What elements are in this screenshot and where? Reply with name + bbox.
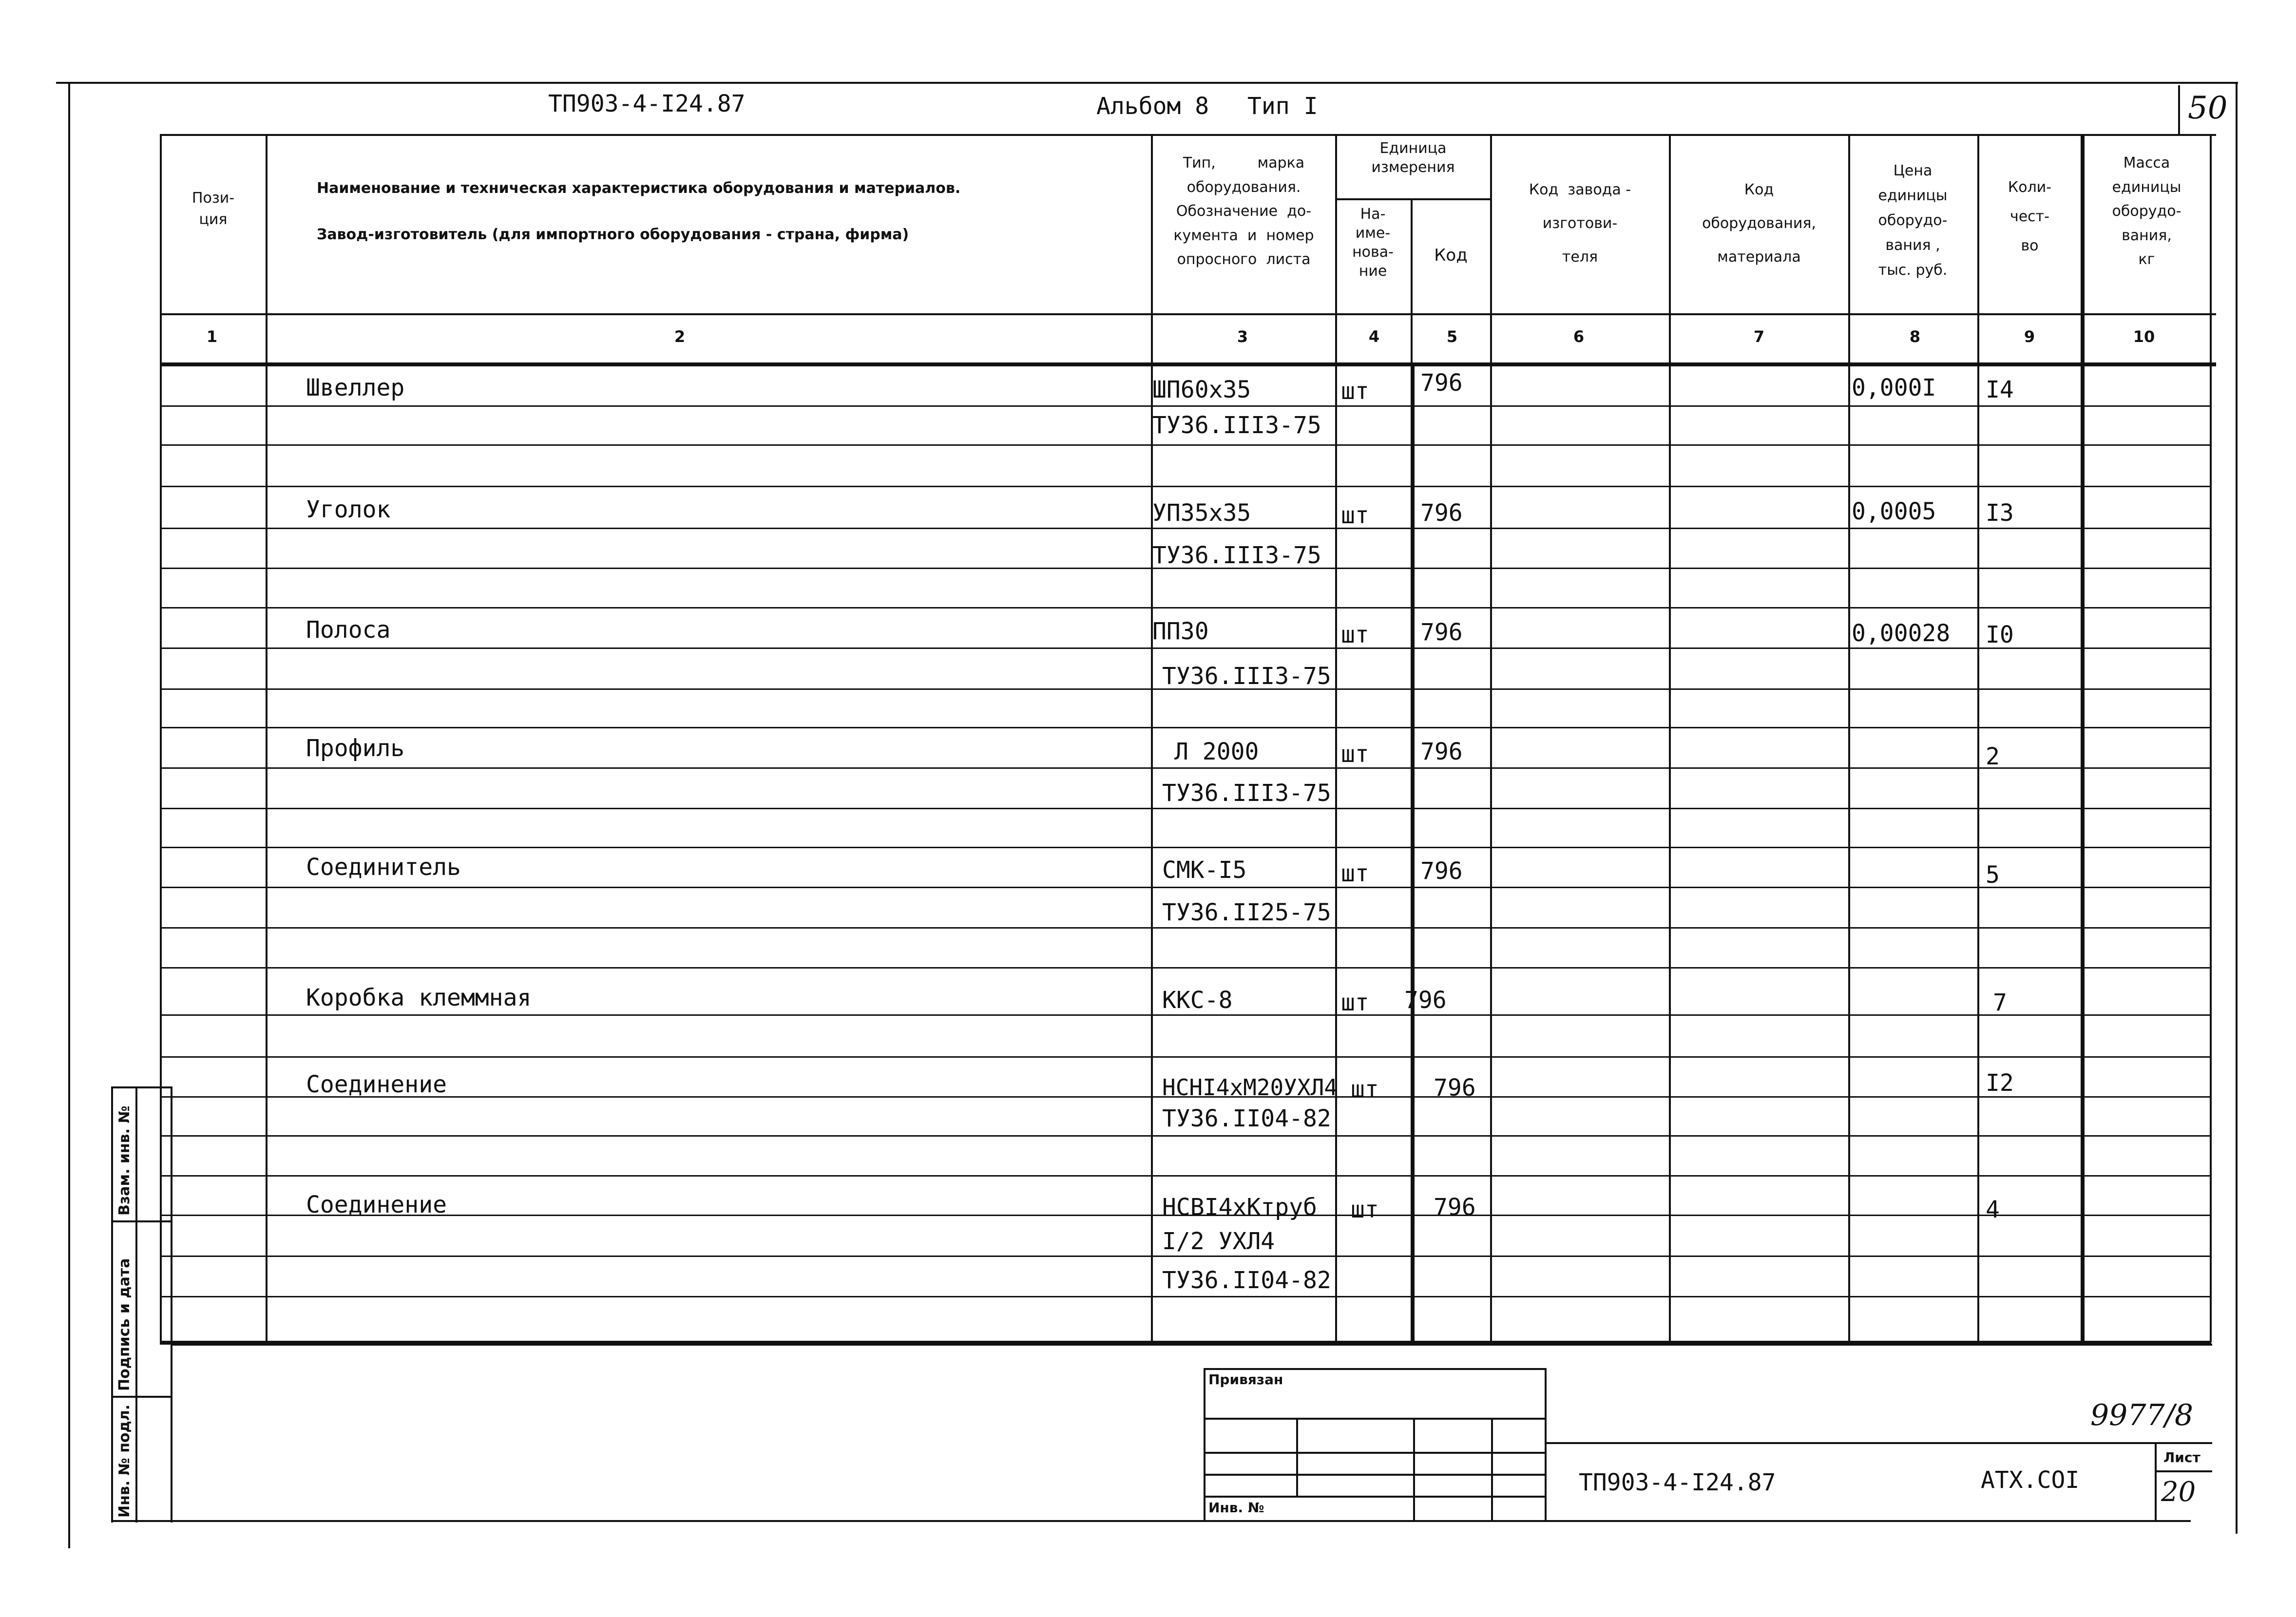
header-doc-code: ТП903-4-I24.87 bbox=[548, 90, 746, 117]
col-line-8 bbox=[1977, 134, 1979, 1342]
col-header-unit-group: Единица измерения bbox=[1371, 140, 1455, 176]
stamp-doc-code: ТП903-4-I24.87 bbox=[1579, 1469, 1776, 1496]
col-header-unit-code: Код bbox=[1434, 246, 1468, 265]
row-line bbox=[160, 1135, 2211, 1137]
col-line-1 bbox=[266, 134, 268, 1342]
table-row-type: НСВI4хКтруб bbox=[1162, 1194, 1317, 1221]
table-row-code: 796 bbox=[1404, 987, 1447, 1014]
frame-right bbox=[2236, 82, 2238, 1534]
table-row-name: Швеллер bbox=[306, 374, 405, 401]
col-header-equip-code: Код оборудования, материала bbox=[1702, 181, 1816, 266]
table-row-code: 796 bbox=[1420, 738, 1463, 765]
table-row-qty: I3 bbox=[1986, 499, 2014, 527]
col-number: 5 bbox=[1446, 327, 1458, 346]
table-row-type: СМК-I5 bbox=[1162, 856, 1247, 884]
side-strip-inner bbox=[135, 1086, 137, 1522]
row-line bbox=[160, 647, 2211, 649]
table-row-type: ТУ36.II04-82 bbox=[1162, 1105, 1331, 1132]
table-row-type: НСНI4хМ20УХЛ4 bbox=[1162, 1074, 1338, 1101]
row-line bbox=[160, 808, 2211, 809]
table-row-unit: шт bbox=[1351, 1076, 1379, 1103]
table-row-qty: 7 bbox=[1993, 989, 2007, 1016]
table-row-type: УП35х35 bbox=[1152, 499, 1251, 527]
handwritten-number: 9977/8 bbox=[2090, 1398, 2194, 1432]
row-line bbox=[160, 967, 2211, 969]
row-line bbox=[160, 444, 2211, 446]
col-number: 4 bbox=[1368, 327, 1380, 346]
stamp-line bbox=[1204, 1496, 1545, 1498]
row-line bbox=[160, 727, 2211, 728]
table-row-code: 796 bbox=[1420, 619, 1463, 646]
side-strip-bottom bbox=[111, 1520, 2191, 1522]
row-line bbox=[160, 607, 2211, 609]
col-line-2 bbox=[1151, 134, 1153, 1342]
col-line-4-thick bbox=[1411, 362, 1415, 1342]
table-row-unit: шт bbox=[1341, 621, 1369, 648]
col-line-5 bbox=[1490, 134, 1492, 1342]
table-row-type: ККС-8 bbox=[1162, 987, 1233, 1014]
table-row-unit: шт bbox=[1351, 1196, 1379, 1223]
col-header-type: Тип, марка оборудования. Обозначение до- кумента и номер опросного листа bbox=[1173, 154, 1314, 268]
table-row-code: 796 bbox=[1420, 369, 1463, 397]
side-strip-line bbox=[111, 1396, 171, 1398]
table-row-name: Соединение bbox=[306, 1071, 447, 1098]
side-strip-left bbox=[111, 1086, 113, 1522]
stamp-line bbox=[1204, 1452, 1545, 1454]
table-row-code: 796 bbox=[1420, 857, 1463, 885]
col-header-name-1: Наименование и техническая характеристика оборудования и материалов. bbox=[317, 180, 961, 197]
row-line bbox=[160, 887, 2211, 888]
row-line bbox=[160, 486, 2211, 487]
table-top-border bbox=[160, 134, 2216, 136]
row-line bbox=[160, 1175, 2211, 1177]
col-right-border bbox=[2210, 134, 2212, 1342]
side-label-inv-podl: Инв. № подл. bbox=[116, 1404, 133, 1518]
row-line bbox=[160, 1256, 2211, 1257]
col-header-price: Цена единицы оборудо- вания , тыс. руб. bbox=[1878, 162, 1948, 279]
sheet-box-left bbox=[2155, 1442, 2157, 1520]
col-number: 2 bbox=[674, 327, 686, 346]
side-strip-top bbox=[111, 1086, 171, 1088]
sheet-label: Лист bbox=[2163, 1449, 2200, 1465]
side-label-podpis: Подпись и дата bbox=[116, 1258, 133, 1391]
table-row-type: I/2 УХЛ4 bbox=[1162, 1228, 1275, 1255]
sheet-value: 20 bbox=[2161, 1476, 2196, 1508]
row-line bbox=[160, 405, 2211, 407]
header-type: Тип I bbox=[1247, 93, 1318, 120]
table-row-qty: I4 bbox=[1986, 376, 2014, 403]
header-bottom-line bbox=[160, 313, 2216, 315]
col-header-unit-name: На- име- нова- ние bbox=[1352, 206, 1394, 280]
side-label-vzam: Взам. инв. № bbox=[116, 1105, 133, 1216]
col-line-3 bbox=[1335, 134, 1337, 1342]
table-row-type: ТУ36.III3-75 bbox=[1152, 412, 1321, 439]
table-row-name: Соединение bbox=[306, 1191, 447, 1218]
table-row-code: 796 bbox=[1434, 1074, 1476, 1102]
col-header-factory: Код завода - изготови- теля bbox=[1529, 181, 1631, 266]
table-row-type: ПП30 bbox=[1152, 618, 1209, 645]
row-line bbox=[160, 1296, 2211, 1297]
table-row-name: Профиль bbox=[306, 735, 405, 762]
row-line bbox=[160, 847, 2211, 848]
col-line-6 bbox=[1669, 134, 1671, 1342]
table-row-code: 796 bbox=[1420, 499, 1463, 527]
table-row-qty: 5 bbox=[1986, 861, 2000, 889]
table-row-type: ТУ36.III3-75 bbox=[1162, 663, 1331, 690]
table-row-qty: I2 bbox=[1986, 1069, 2014, 1097]
table-row-name: Уголок bbox=[306, 496, 391, 523]
col-line-7 bbox=[1848, 134, 1850, 1342]
page-number-box-left bbox=[2178, 85, 2180, 134]
page-number: 50 bbox=[2188, 90, 2228, 126]
col-number: 1 bbox=[206, 327, 218, 346]
side-strip-right bbox=[171, 1086, 172, 1522]
header-album: Альбом 8 bbox=[1096, 93, 1209, 120]
table-row-name: Коробка клеммная bbox=[306, 984, 532, 1011]
col-left-border bbox=[160, 134, 162, 1342]
table-row-unit: шт bbox=[1341, 741, 1369, 768]
row-line bbox=[160, 1056, 2211, 1058]
table-row-type: ШП60х35 bbox=[1152, 376, 1251, 403]
stamp-left bbox=[1204, 1368, 1205, 1522]
stamp-wide-line bbox=[1545, 1442, 2212, 1444]
col-number: 7 bbox=[1753, 327, 1765, 346]
table-row-unit: шт bbox=[1341, 860, 1369, 887]
stamp-inner bbox=[1296, 1418, 1298, 1496]
table-row-qty: I0 bbox=[1986, 621, 2014, 648]
table-row-type: ТУ36.III3-75 bbox=[1162, 780, 1331, 807]
table-row-price: 0,000I bbox=[1852, 374, 1936, 401]
stamp-inner bbox=[1491, 1418, 1493, 1520]
row-line bbox=[160, 927, 2211, 929]
col-line-4 bbox=[1411, 198, 1413, 368]
frame-left bbox=[68, 82, 70, 1548]
table-row-name: Соединитель bbox=[306, 854, 461, 881]
sheet-box-line bbox=[2155, 1470, 2212, 1472]
table-row-qty: 4 bbox=[1986, 1196, 2000, 1223]
col-header-qty: Коли- чест- во bbox=[2008, 179, 2052, 254]
stamp-line bbox=[1204, 1474, 1545, 1476]
stamp-right bbox=[1545, 1368, 1547, 1522]
table-row-unit: шт bbox=[1341, 989, 1369, 1016]
table-row-price: 0,0005 bbox=[1852, 498, 1936, 525]
table-row-type: ТУ36.II04-82 bbox=[1162, 1267, 1331, 1294]
col-header-name-2: Завод-изготовитель (для импортного оборудования - страна, фирма) bbox=[317, 226, 909, 243]
table-row-name: Полоса bbox=[306, 616, 391, 644]
table-row-type: ТУ36.II25-75 bbox=[1162, 899, 1331, 926]
col-number: 8 bbox=[1909, 327, 1921, 346]
table-row-price: 0,00028 bbox=[1852, 620, 1951, 647]
side-strip-line bbox=[111, 1220, 171, 1222]
col-header-mass: Масса единицы оборудо- вания, кг bbox=[2112, 154, 2181, 268]
table-row-unit: шт bbox=[1341, 378, 1369, 405]
table-row-code: 796 bbox=[1434, 1194, 1476, 1221]
row-line bbox=[160, 767, 2211, 769]
numbers-bottom-line bbox=[160, 362, 2216, 366]
stamp-line bbox=[1204, 1418, 1545, 1420]
stamp-privyazan: Привязан bbox=[1208, 1371, 1283, 1388]
stamp-top bbox=[1204, 1368, 1545, 1370]
table-row-qty: 2 bbox=[1986, 743, 2000, 770]
col-header-pos: Пози- ция bbox=[191, 190, 235, 228]
frame-top bbox=[56, 82, 2238, 84]
col-number: 6 bbox=[1573, 327, 1585, 346]
unit-split-line bbox=[1335, 198, 1491, 200]
col-line-9 bbox=[2081, 134, 2085, 1342]
table-row-type: Л 2000 bbox=[1174, 738, 1259, 765]
table-row-type: ТУ36.III3-75 bbox=[1152, 542, 1321, 569]
col-number: 3 bbox=[1237, 327, 1248, 346]
table-bottom-outer bbox=[171, 1344, 2212, 1346]
stamp-sheet-code: АТХ.СОI bbox=[1981, 1466, 2080, 1494]
col-number: 10 bbox=[2133, 327, 2155, 346]
table-row-unit: шт bbox=[1341, 502, 1369, 529]
stamp-inv-no: Инв. № bbox=[1208, 1500, 1264, 1516]
stamp-inner bbox=[1413, 1418, 1415, 1520]
col-number: 9 bbox=[2024, 327, 2035, 346]
row-line bbox=[160, 1014, 2211, 1016]
row-line bbox=[160, 528, 2211, 529]
